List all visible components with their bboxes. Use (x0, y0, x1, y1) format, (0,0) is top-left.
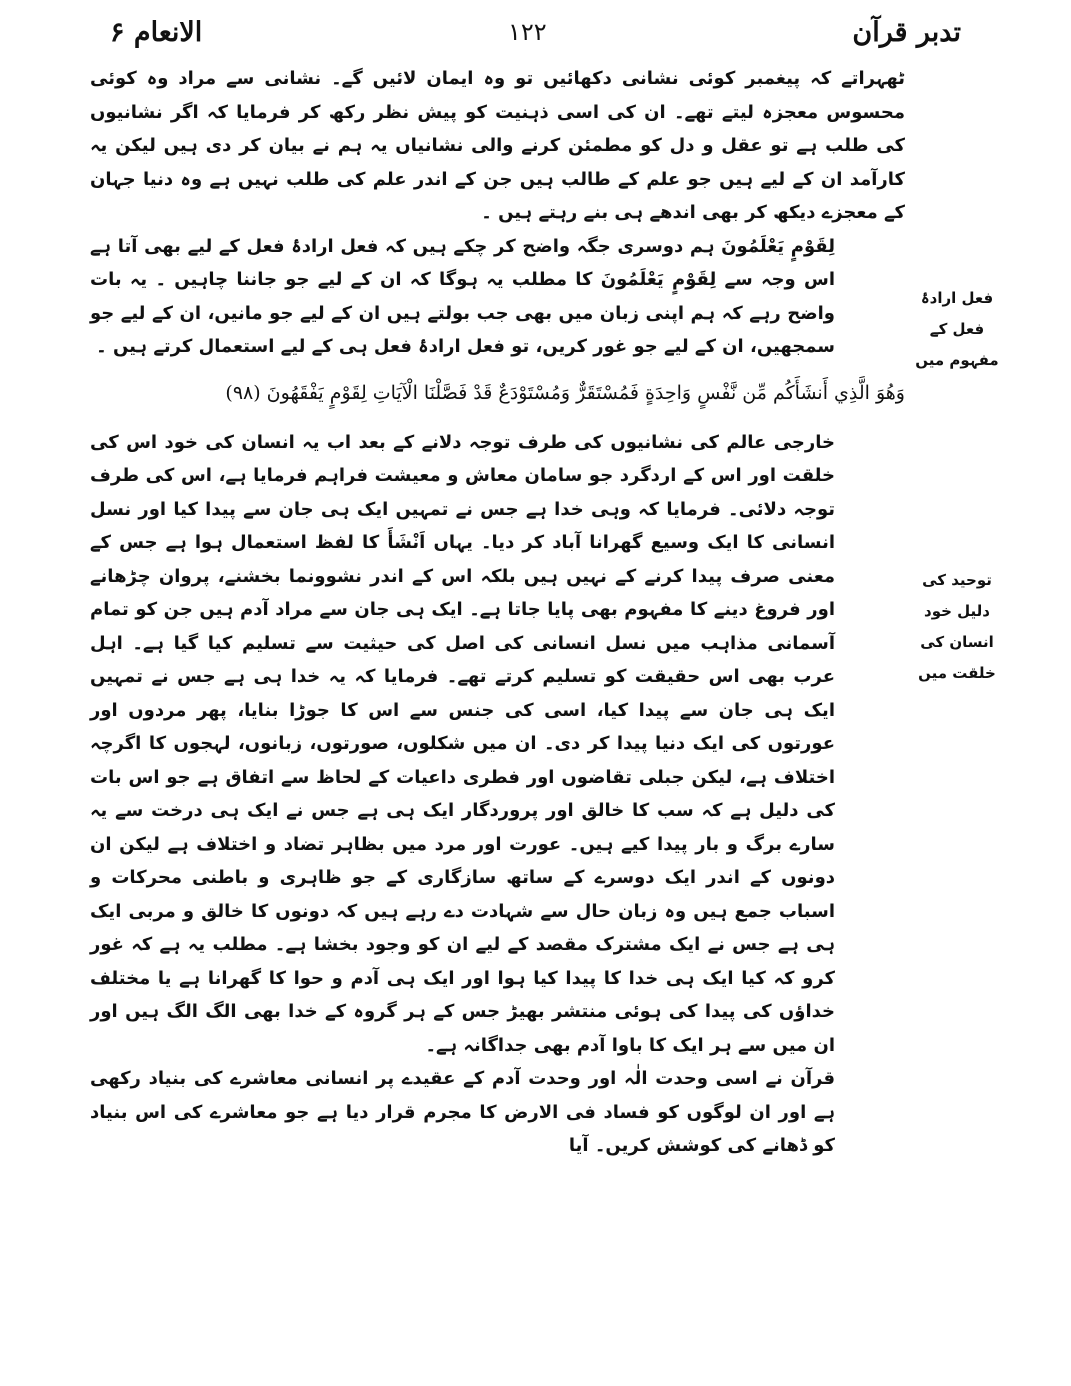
page-header (110, 10, 961, 54)
page-body (90, 62, 905, 1163)
surah-name: الانعام ۶ (110, 16, 203, 48)
page-number: ۱۲۲ (508, 18, 547, 46)
margin-note-tawheed: توحید کی دلیل خود انسان کی خلقت میں (918, 571, 996, 682)
quran-verse: وَهُوَ الَّذِي أَنشَأَكُم مِّن نَّفْسٍ وَاحِدَةٍ فَمُسْتَقَرٌّ وَمُسْتَوْدَعٌ قَدْ فَصَّلْنَا الْآيَاتِ لِقَوْمٍ يَفْقَهُونَ (۹۸) (225, 381, 905, 404)
paragraph-4: قرآن نے اسی وحدت الٰہ اور وحدت آدم کے عقیدے پر انسانی معاشرے کی بنیاد رکھی ہے اور ان لوگوں کو فساد فی الارض کا مجرم قرار دیا ہے جو معاشرے کی اس بنیاد کو ڈھانے کی کوشش کریں۔ آیا (90, 1068, 835, 1156)
book-title: تدبر قرآن (852, 16, 961, 48)
paragraph-2: لِقَوْمٍ يَعْلَمُونَ ہم دوسری جگہ واضح کر چکے ہیں کہ فعل ارادۂ فعل کے لیے بھی آتا ہے اس وجہ سے لِقَوْمٍ يَعْلَمُونَ کا مطلب یہ ہوگا کہ ان کے لیے جو جاننا چاہیں ۔ یہ بات واضح رہے کہ ہم اپنی زبان میں بھی جب بولتے ہیں ان کے لیے جو مانیں، ان کے لیے جو سمجھیں، ان کے لیے جو غور کریں، تو فعل ارادۂ فعل ہی کے لیے استعمال کرتے ہیں ۔ (90, 235, 835, 357)
paragraph-1: ٹھہراتے کہ پیغمبر کوئی نشانی دکھائیں تو وہ ایمان لائیں گے۔ نشانی سے مراد وہ کوئی محسوس معجزہ لیتے تھے۔ ان کی اسی ذہنیت کو پیش نظر رکھ کر فرمایا کہ اگر نشانیوں کی طلب ہے تو عقل و دل کو مطمئن کرنے والی نشانیاں یہ ہم نے بیان کر دی ہیں لیکن یہ کارآمد ان کے لیے ہیں جو علم کے طالب ہیں جن کے اندر علم کی طلب نہیں ہے وہ دنیا جہان کے معجزے دیکھ کر بھی اندھے ہی بنے رہتے ہیں ۔ (90, 68, 905, 223)
margin-note-fel: فعل ارادۂ فعل کے مفہوم میں (915, 289, 999, 369)
paragraph-3: خارجی عالم کی نشانیوں کی طرف توجہ دلانے کے بعد اب یہ انسان کی خود اس کی خلقت اور اس کے اردگرد جو سامان معاش و معیشت فراہم فرمایا ہے، اس کی طرف توجہ دلائی۔ فرمایا کہ وہی خدا ہے جس نے تمہیں ایک ہی جان سے پیدا کیا اور نسل انسانی کا ایک وسیع گھرانا آباد کر دیا۔ یہاں اَنْشَأَ کا لفظ استعمال ہوا ہے جس کے معنی صرف پیدا کرنے کے نہیں ہیں بلکہ اس کے اندر نشوونما بخشنے، پروان چڑھانے اور فروغ دینے کا مفہوم بھی پایا جاتا ہے۔ ایک ہی جان سے مراد آدم ہیں جن کو تمام آسمانی مذاہب میں نسل انسانی کی اصل کی حیثیت سے تسلیم کیا گیا ہے۔ اہل عرب بھی اس حقیقت کو تسلیم کرتے تھے۔ فرمایا کہ یہ خدا ہی ہے جس نے تمہیں ایک ہی جان سے پیدا کیا، اسی کی جنس سے اس کا جوڑا بنایا، پھر مردوں اور عورتوں کی ایک دنیا پیدا کر دی۔ ان میں شکلوں، صورتوں، زبانوں، لہجوں کا اگرچہ اختلاف ہے، لیکن جبلی تقاضوں اور فطری داعیات کے لحاظ سے اتفاق ہے جو اس بات کی دلیل ہے کہ سب کا خالق اور پروردگار ایک ہی ہے جس نے ایک ہی درخت سے یہ سارے برگ و بار پیدا کیے ہیں۔ عورت اور مرد میں بظاہر تضاد و اختلاف ہے لیکن ان دونوں کے اندر ایک دوسرے کے ساتھ سازگاری کے جو ظاہری و باطنی محرکات و اسباب جمع ہیں وہ زبان حال سے شہادت دے رہے ہیں کہ دونوں کا خالق و مربی ایک ہی ہے جس نے ایک مشترک مقصد کے لیے ان کو وجود بخشا ہے۔ مطلب یہ ہے کہ غور کرو کہ کیا ایک ہی خدا کا پیدا کیا ہوا اور ایک ہی آدم و حوا کا گھرانا ہے یا مختلف خداؤں کی پیدا کی ہوئی منتشر بھیڑ جس کے ہر گروہ کے خدا بھی الگ الگ ہیں اور ان میں سے ہر ایک کا باوا آدم بھی جداگانہ ہے۔ (90, 431, 835, 1056)
